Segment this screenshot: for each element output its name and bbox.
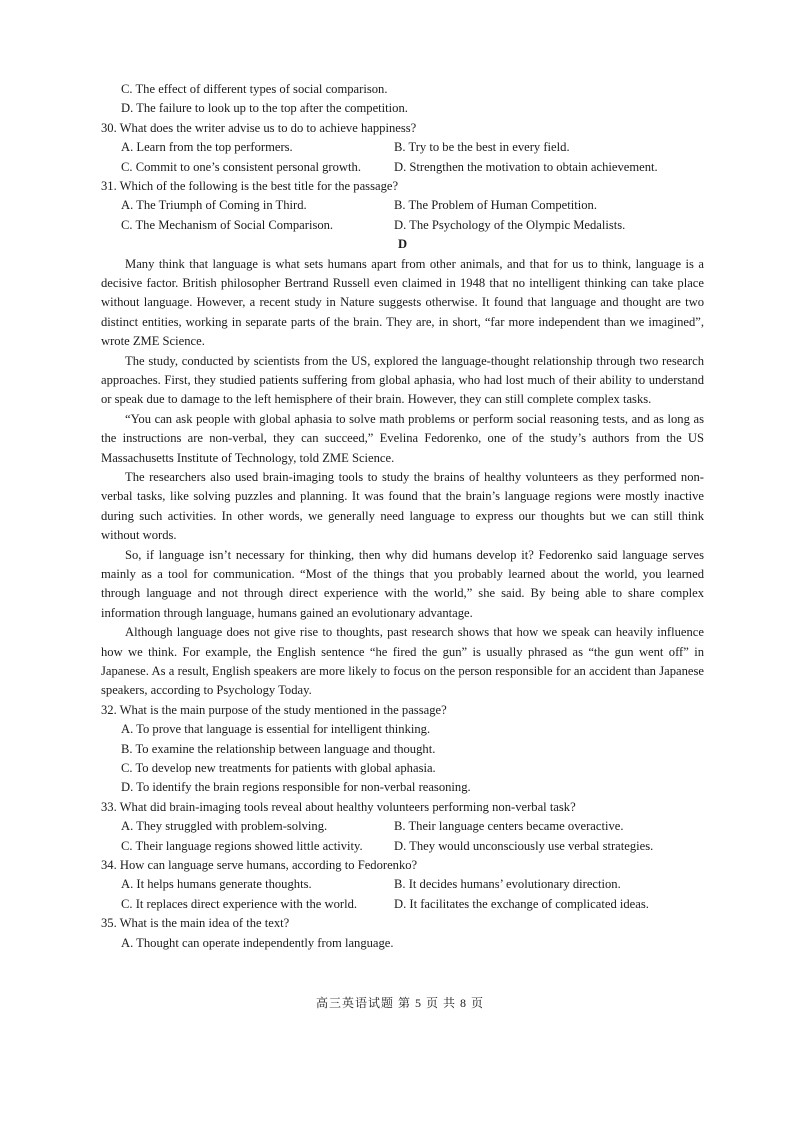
- q30-option-b: B. Try to be the best in every field.: [394, 140, 570, 155]
- q32-option-c: C. To develop new treatments for patients with global aphasia.: [121, 761, 436, 776]
- q29-option-c: C. The effect of different types of social comparison.: [121, 82, 388, 96]
- passage-paragraph: The researchers also used brain-imaging tools to study the brains of healthy volunteers as they performed non-verbal tasks, like solving puzzles and planning. It was found that the brain’s language regions were mostly inactive during such activities. In other words, we generally need language to express our thoughts but we can still think without words.: [101, 469, 704, 543]
- q33-option-a: A. They struggled with problem-solving.: [121, 819, 328, 834]
- q33-option-b: B. Their language centers became overactive.: [394, 819, 624, 834]
- q34-options-row-1: [101, 875, 704, 894]
- passage-paragraph: Many think that language is what sets humans apart from other animals, and that for us to think, language is a decisive factor. British philosopher Bertrand Russell even claimed in 1948 that no intelligent thinking can take place without language. However, a recent study in Nature suggests otherwise. It found that language and thought are two distinct entities, working in separate parts of the brain. They are, in short, “far more independent than we imagined”, wrote ZME Science.: [101, 256, 704, 349]
- passage-paragraph: “You can ask people with global aphasia to solve math problems or perform social reasoning tests, and as long as the instructions are non-verbal, they can succeed,” Evelina Fedorenko, one of the study’s authors from the US Massachusetts Institute of Technology, told ZME Science.: [101, 411, 704, 465]
- section-heading: D: [397, 237, 408, 252]
- q30-option-c: C. Commit to one’s consistent personal growth.: [121, 159, 361, 174]
- q32-option-d: D. To identify the brain regions responsible for non-verbal reasoning.: [121, 780, 471, 795]
- q32-option-b: B. To examine the relationship between language and thought.: [121, 741, 436, 756]
- q33-option-c: C. Their language regions showed little activity.: [121, 838, 363, 853]
- q29-option-d: D. The failure to look up to the top after the competition.: [121, 101, 408, 116]
- q30-options-row-1: [101, 138, 704, 157]
- q33-options-row-1: [101, 817, 704, 836]
- q31-option-d: D. The Psychology of the Olympic Medalists.: [394, 217, 626, 232]
- q33-option-d: D. They would unconsciously use verbal strategies.: [394, 838, 654, 853]
- q30-stem: 30. What does the writer advise us to do to achieve happiness?: [101, 120, 417, 135]
- q31-options-row-1: [101, 196, 704, 215]
- q33-options-row-2: [101, 837, 704, 856]
- passage-paragraph: The study, conducted by scientists from the US, explored the language-thought relationship through two research approaches. First, they studied patients suffering from global aphasia, who had lost much of their ability to understand or speak due to damage to the left hemisphere of their brain. However, they can still complete complex tasks.: [101, 353, 704, 407]
- q35-option-a: A. Thought can operate independently from language.: [121, 935, 394, 950]
- q34-options-row-2: [101, 895, 704, 914]
- q30-options-row-2: [101, 158, 704, 177]
- q31-options-row-2: [101, 216, 704, 235]
- q30-option-a: A. Learn from the top performers.: [121, 140, 293, 155]
- passage-paragraph: So, if language isn’t necessary for thinking, then why did humans develop it? Fedorenko said language serves mainly as a tool for communication. “Most of the things that you probably learned about the world, you learned through language and not through direct experience with the world,” she said. By being able to share complex information through language, humans gained an evolutionary advantage.: [101, 547, 704, 620]
- q31-stem: 31. Which of the following is the best title for the passage?: [101, 178, 399, 193]
- page-content: [101, 80, 704, 953]
- q34-stem: 34. How can language serve humans, according to Fedorenko?: [101, 857, 418, 872]
- q31-option-c: C. The Mechanism of Social Comparison.: [121, 217, 334, 232]
- q34-option-d: D. It facilitates the exchange of complicated ideas.: [394, 896, 649, 911]
- q34-option-c: C. It replaces direct experience with the world.: [121, 896, 358, 911]
- q35-stem: 35. What is the main idea of the text?: [101, 916, 290, 931]
- q34-option-a: A. It helps humans generate thoughts.: [121, 877, 312, 892]
- q32-stem: 32. What is the main purpose of the study mentioned in the passage?: [101, 702, 447, 717]
- page-footer: 高三英语试题 第 5 页 共 8 页: [315, 996, 484, 1010]
- passage-paragraph: Although language does not give rise to thoughts, past research shows that how we speak can heavily influence how we think. For example, the English sentence “he fired the gun” is usually phrased as “the gun went off” in Japanese. As a result, English speakers are more likely to focus on the person responsible for an accident than Japanese speakers, according to Psychology Today.: [101, 625, 704, 698]
- q30-option-d: D. Strengthen the motivation to obtain achievement.: [394, 159, 658, 174]
- q34-option-b: B. It decides humans’ evolutionary direction.: [394, 877, 621, 892]
- q31-option-a: A. The Triumph of Coming in Third.: [121, 198, 307, 213]
- q31-option-b: B. The Problem of Human Competition.: [394, 198, 598, 213]
- q33-stem: 33. What did brain-imaging tools reveal about healthy volunteers performing non-verbal task?: [101, 799, 576, 814]
- q32-option-a: A. To prove that language is essential for intelligent thinking.: [121, 722, 431, 737]
